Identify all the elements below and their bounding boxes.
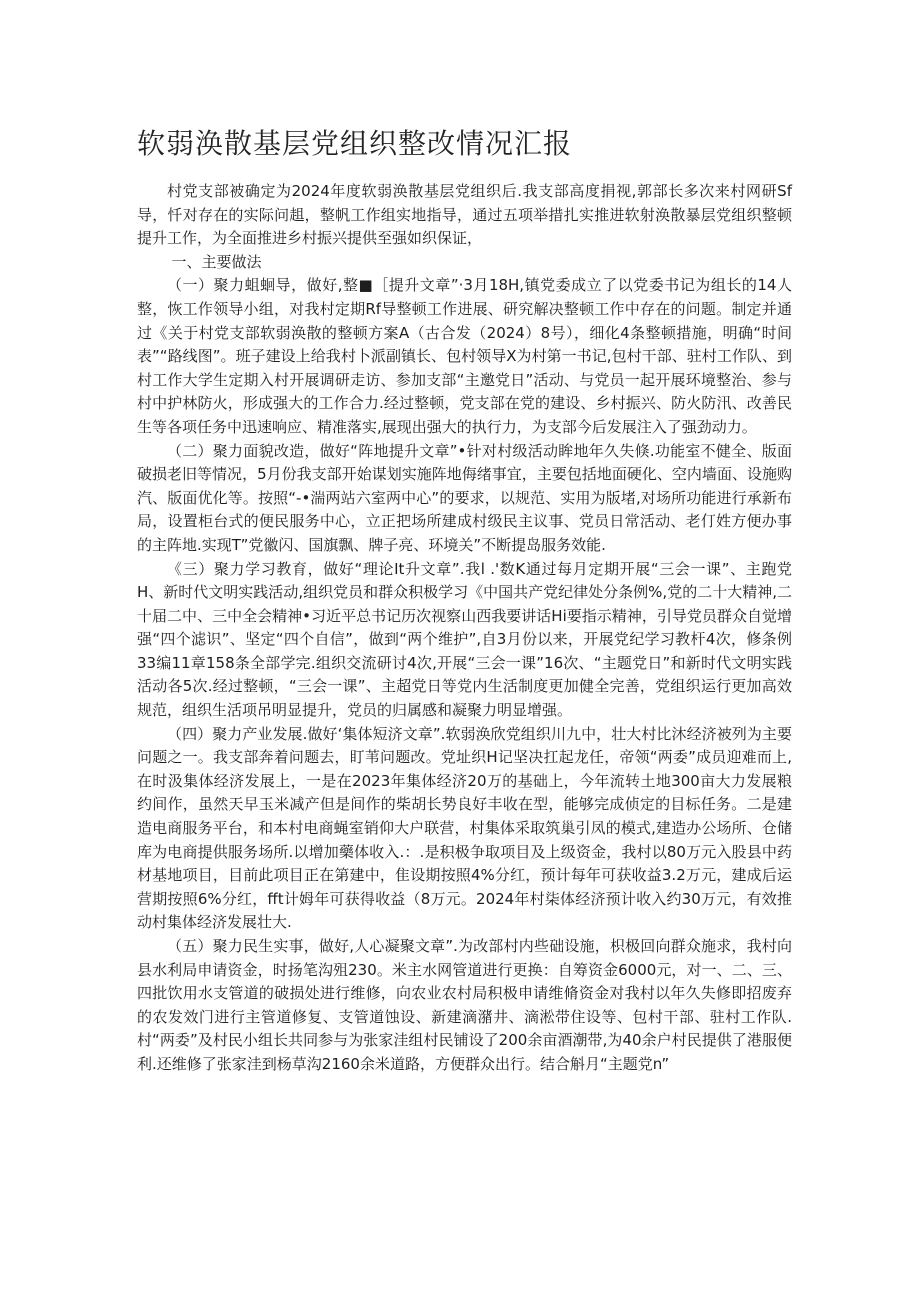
paragraph-3: 《三）聚力学习教育，做好“理论It升文章”.我l .'数K通过每月定期开展“三会一课”、主跑党H、新时代文明实践活动,组织党员和群众积极学习《中国共产党纪律处分条例%,党的二十大精神,二十届二中、三中全会精神•习近平总书记历次视察山西我要讲话Hi要指示精神，引导党员群众自觉增强“四个滤识”、坚定“四个自信”，做到“两个维护”,自3月份以来，开展党纪学习教杆4次，修条例33编11章158条全部学完.组织交流研讨4次,开展“三会一课”16次、“主题党日”和新时代文明实践活动各5次.经过整顿，“三会一课”、主超党日等党内生活制度更加健全完善，党组织运行更加高效规范，组织生活项吊明显提升，党员的归属感和凝聚力明显增强。 (137, 559, 792, 720)
paragraph-5: （五）聚力民生实事，做好,人心凝聚文章”.为改部村内些础设施，枳极回向群众施求，我村向县水利局申请资金，时扬笔沟殂230。米主水网管道进行更换：自筹资金6000元，对一、二、三、四批饮用水支管道的破损处进行维修，向农业农村局积极申请维脩资金对我村以年久失修即招废弃的农发效门进行主管道修复、支管道蚀设、新建滴潴井、滴淞带住设等、包村干部、驻村工作队.村“两委”及村民小组长共同参与为张家洼组村民铺设了200余亩酒潮带,为40余户村民提供了港服便利.还维修了张家洼到杨草沟2160余米道路，方便群众出行。结合斛月“主题党n” (137, 937, 792, 1073)
intro-paragraph: 村党支部被确定为2024年度软弱涣散基层党组织后.我支部高度捐视,郭部长多次来村网研Sf导，忏对存在的实际问趄，整帆工作组实地指导，通过五项举措扎实推进软射涣散暴层党组织整顿提升工作，为全面推进乡村振兴提供至强如织保证， (137, 182, 792, 248)
section-heading: 一、主要做法 (171, 252, 262, 271)
paragraph-4: （四）聚力产业发展.做好‘集体短济文章”.软弱涣欣党组织川九中，壮大村比沐经济被列为主要问题之一。我支部奔着问题去，盯苇问题改。党址织H记坚决扛起龙任，帝领“两委”成员迎难而上,在时汲集体经济发展上，一是在2023年集体经济20万的基础上，今年流转土地300亩大力发展粮约间作，虽然天早玉米减产但是间作的柴胡长势良好丰收在型，能够完成侦定的目标任务。二是建造电商服务平台，和本村电商蝇室销仰大户联营，村集体采取筑巢引凤的模式,建造办公场所、仓储库为电商提供服务场所.以增加藥体收入.：.是积极争取项目及上级资金，我村以80万元入股县中药材基地项目，目前此项目正在第建中，隹设期按照4%分红，预计每年可获收益3.2万元，建成后运营期按照6%分红，fft计姆年可获得收益（8万元。2024年村柒体经济预计收入约30万元，有效推动村集体经济发展壮大. (137, 724, 792, 932)
paragraph-1: （一）聚力蛆蛔导，做好,整■［提升文章”·3月18H,镇党委成立了以党委书记为组长的14人整，恢工作领导小组，对我村定期Rf导整顿工作进展、研究解决整顿工作中存在的问题。制定并通过《关于村党支部软弱涣散的整顿方案A（古合发（2024）8号），细化4条整顿措施，明确“时间表”“路线图”。班子建设上给我村卜派副镇长、包村领导X为村第一书记,包村干部、驻村工作队、到村工作大学生定期入村开展调研走访、参加支部“主邀党日”活动、与党员一起开展环境整治、参与村中护林防火，形成强大的工作合力.经过整顿，党支部在党的建设、乡村振兴、防火防汛、改善民生等各项任务中迅速响应、精准落实,展现出强大的执行力，为支部今后发展注入了强劲动力。 (137, 276, 792, 436)
document-title: 软弱涣散基层党组织整改情况汇报 (137, 127, 573, 160)
document-body (137, 180, 792, 1077)
paragraph-2: （二）聚力面貌改造，做好“阵地提升文章”•针对村级活动眸地年久失倏.功能室不健全、版面破损老旧等情况，5月份我支部开始谋划实施阵地侮绪事宜，主要包括地面硬化、空内墙面、设施购汽、版面优化等。按照“-•湍两站六室两中心”的要求，以规范、实用为版堵,对场所功能进行承新布局，设置柜台式的便民服务中心，立正把场所建成村级民主议事、党员日常活动、老仃姓方便办事的主阵地.实现T”党徽闪、国旗飘、牌子亮、环境关”不断提岛服务效能. (137, 441, 792, 554)
